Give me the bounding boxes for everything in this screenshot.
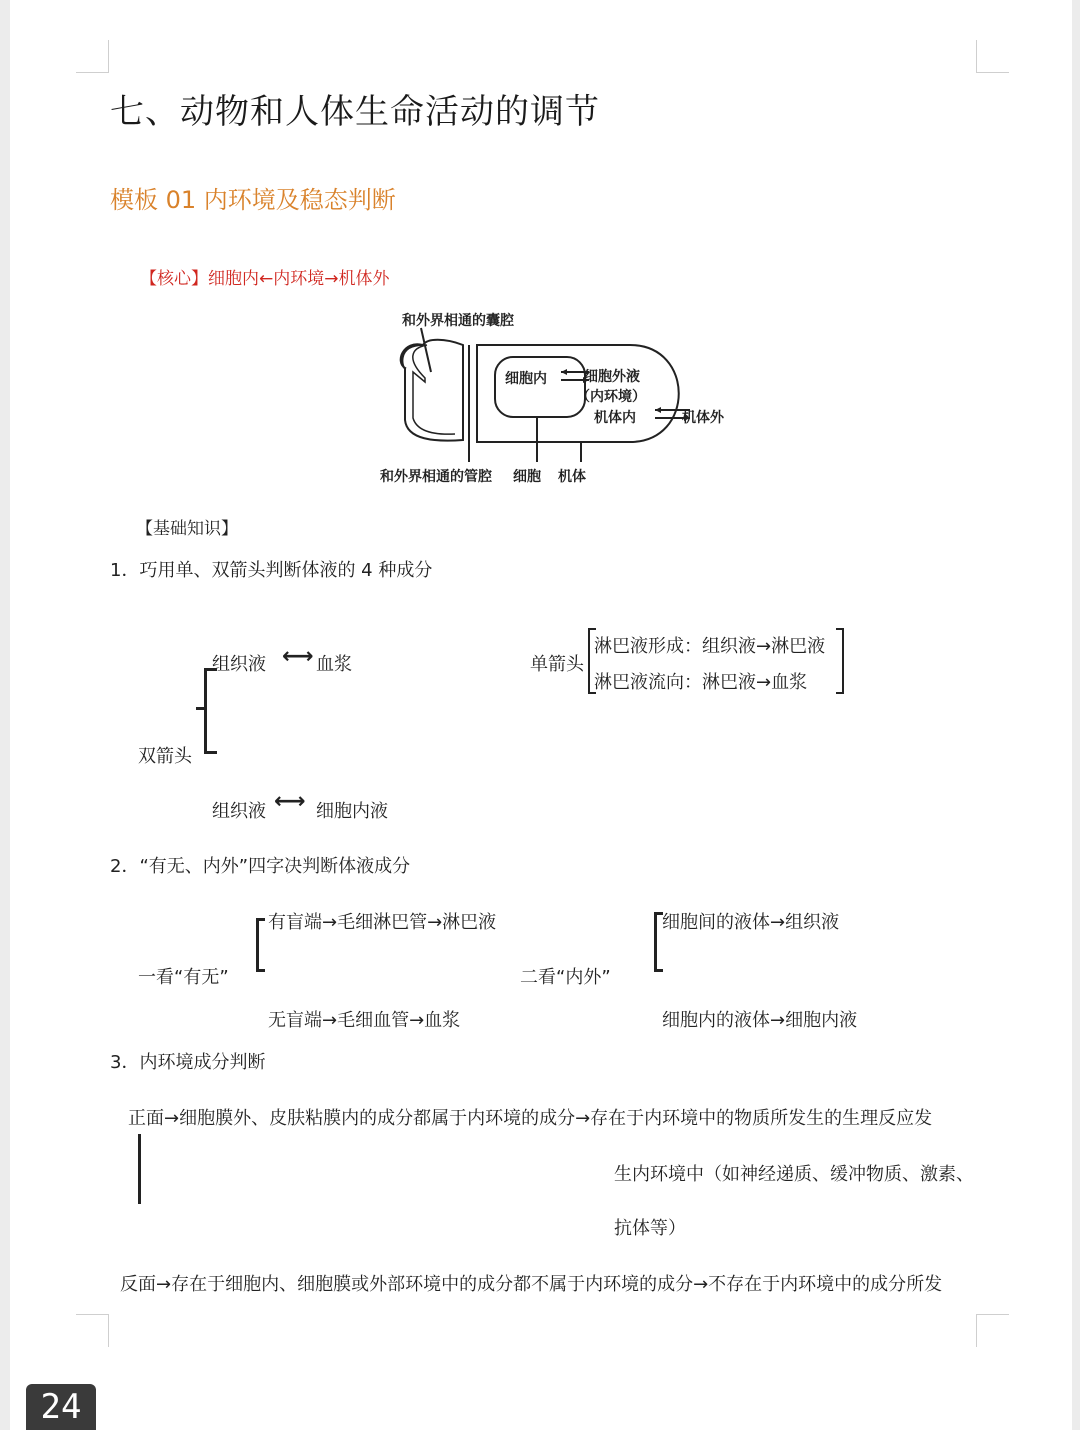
cavity-pointer <box>421 328 431 372</box>
double-item-2-left: 组织液 <box>212 801 266 822</box>
label-body-inside: 机体内 <box>594 410 636 426</box>
label-cell: 细胞 <box>513 469 541 485</box>
single-item-2: 淋巴液流向：淋巴液→血浆 <box>594 672 808 693</box>
single-label: 单箭头 <box>530 654 584 675</box>
crop-mark-top-right <box>976 40 1009 73</box>
look2-item-1: 细胞间的液体→组织液 <box>662 912 840 933</box>
double-item-2-right: 细胞内液 <box>316 801 388 822</box>
front-line-1: 正面→细胞膜外、皮肤粘膜内的成分都属于内环境的成分→存在于内环境中的物质所发生的生理反应发 <box>128 1108 933 1129</box>
look2-label: 二看“内外” <box>520 967 611 988</box>
front-line-2: 生内环境中（如神经递质、缓冲物质、激素、 <box>614 1164 974 1185</box>
section1-heading: 1．巧用单、双箭头判断体液的 4 种成分 <box>110 560 433 581</box>
look2-bracket <box>654 912 663 972</box>
double-item-1-left: 组织液 <box>212 654 266 675</box>
look2-item-2: 细胞内的液体→细胞内液 <box>662 1010 858 1031</box>
page-number-badge: 24 <box>26 1384 96 1430</box>
basic-knowledge-heading: 【基础知识】 <box>136 519 238 539</box>
double-label: 双箭头 <box>138 746 192 767</box>
look1-item-2: 无盲端→毛细血管→血浆 <box>268 1010 461 1031</box>
label-cavity: 和外界相通的囊腔 <box>402 313 514 329</box>
look1-label: 一看“有无” <box>138 967 229 988</box>
single-item-1: 淋巴液形成：组织液→淋巴液 <box>594 636 826 657</box>
page-title: 七、动物和人体生命活动的调节 <box>110 92 600 132</box>
label-duct: 和外界相通的管腔 <box>380 469 492 485</box>
double-bracket <box>204 668 217 754</box>
template-heading: 模板 01 内环境及稳态判断 <box>110 186 396 214</box>
single-bracket-right <box>836 628 844 694</box>
label-cell-inside: 细胞内 <box>505 371 547 387</box>
label-ecf: 细胞外液 <box>584 369 640 385</box>
crop-mark-bottom-right <box>976 1314 1009 1347</box>
double-arrow-icon: ⟷ <box>274 789 306 814</box>
double-arrow-icon: ⟷ <box>282 644 314 669</box>
front-line-3: 抗体等） <box>614 1218 686 1239</box>
section3-heading: 3．内环境成分判断 <box>110 1052 266 1073</box>
document-page <box>10 0 1072 1430</box>
label-body: 机体 <box>558 469 586 485</box>
crop-mark-bottom-left <box>76 1314 109 1347</box>
back-line-1: 反面→存在于细胞内、细胞膜或外部环境中的成分都不属于内环境的成分→不存在于内环境中的成分所发 <box>120 1274 943 1295</box>
double-bracket-tick <box>196 707 205 710</box>
label-inner-env: （内环境） <box>576 389 646 405</box>
front-vertical-line <box>138 1134 141 1204</box>
crop-mark-top-left <box>76 40 109 73</box>
look1-item-1: 有盲端→毛细淋巴管→淋巴液 <box>268 912 497 933</box>
cavity-shape <box>401 340 463 441</box>
section2-heading: 2．“有无、内外”四字决判断体液成分 <box>110 856 411 877</box>
label-body-outside: 机体外 <box>682 410 724 426</box>
core-statement: 【核心】细胞内←内环境→机体外 <box>140 269 390 289</box>
look1-bracket <box>256 918 265 972</box>
cavity-outer <box>413 345 455 434</box>
double-item-1-right: 血浆 <box>316 654 352 675</box>
